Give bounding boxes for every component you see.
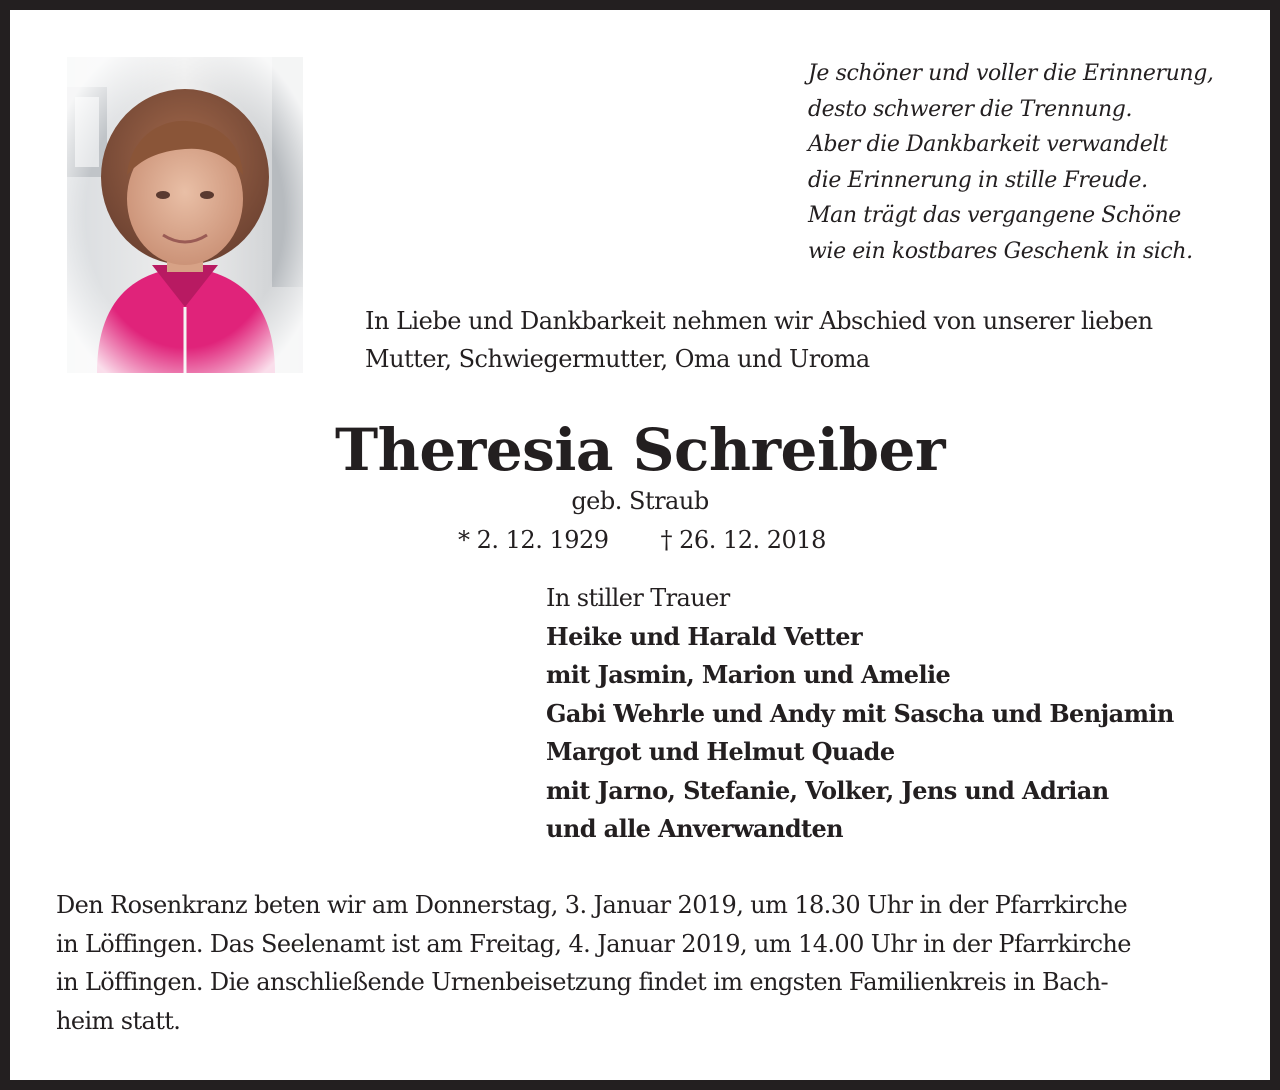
life-dates [458, 522, 826, 558]
deceased-name: Theresia Schreiber [334, 416, 946, 484]
notice-line: heim statt. [56, 1006, 181, 1035]
notice-line: in Löffingen. Die anschließende Urnenbeisetzung findet im engsten Familienkreis in Bach- [56, 968, 1108, 996]
poem-line: die Erinnerung in stille Freude. [808, 167, 1148, 193]
intro-line: In Liebe und Dankbarkeit nehmen wir Abschied von unserer lieben [365, 307, 1153, 335]
mourners-heading: In stiller Trauer [546, 584, 730, 612]
mourner-line: Margot und Helmut Quade [546, 737, 895, 766]
intro-line: Mutter, Schwiegermutter, Oma und Uroma [365, 345, 870, 373]
portrait-photo [67, 57, 303, 373]
death-date: † 26. 12. 2018 [660, 526, 826, 554]
poem-line: desto schwerer die Trennung. [808, 96, 1133, 122]
service-notice [56, 886, 1131, 1040]
birth-date: * 2. 12. 1929 [458, 526, 609, 554]
poem-line: Man trägt das vergangene Schöne [808, 203, 1181, 228]
poem-line: Aber die Dankbarkeit verwandelt [808, 132, 1168, 157]
mourners-list [546, 579, 1174, 849]
notice-line: Den Rosenkranz beten wir am Donnerstag, 3. Januar 2019, um 18.30 Uhr in der Pfarrkirche [56, 891, 1128, 919]
intro-text [365, 302, 1153, 378]
mourner-line: Gabi Wehrle und Andy mit Sascha und Benjamin [546, 698, 1174, 728]
poem-line: wie ein kostbares Geschenk in sich. [808, 238, 1193, 264]
poem [808, 56, 1213, 269]
mourner-line: mit Jasmin, Marion und Amelie [546, 660, 951, 689]
poem-line: Je schöner und voller die Erinnerung, [808, 61, 1214, 86]
birth-name: geb. Straub [571, 487, 709, 515]
mourner-line: Heike und Harald Vetter [546, 621, 863, 651]
mourner-line: mit Jarno, Stefanie, Volker, Jens und Adrian [546, 775, 1109, 805]
portrait-photo-icon [67, 57, 303, 373]
mourner-line: und alle Anverwandten [546, 814, 844, 843]
notice-line: in Löffingen. Das Seelenamt ist am Freitag, 4. Januar 2019, um 14.00 Uhr in der Pfarrkirche [56, 929, 1131, 958]
